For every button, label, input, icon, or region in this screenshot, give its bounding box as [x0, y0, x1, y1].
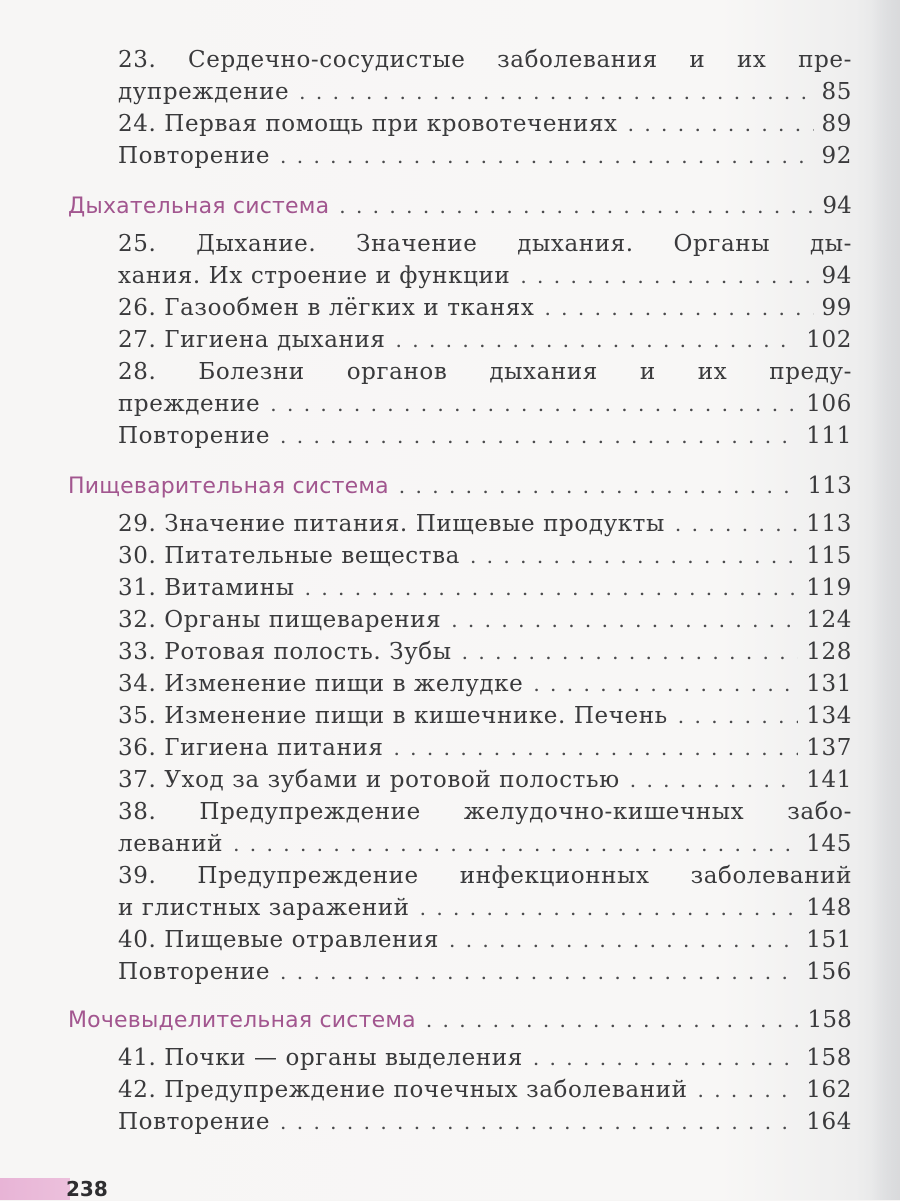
entry-title: 28. Болезни органов дыхания и их преду-	[118, 359, 852, 385]
toc-entry	[118, 1042, 852, 1074]
dot-leader	[628, 108, 814, 140]
entry-title: Повторение	[118, 1109, 271, 1135]
toc-entry	[118, 796, 852, 828]
toc-entry	[118, 572, 852, 604]
section-title: Пищеварительная система	[68, 474, 389, 499]
dot-leader	[420, 892, 799, 924]
entry-title: дупреждение	[118, 79, 290, 105]
toc-entry	[118, 636, 852, 668]
toc-entry	[118, 828, 852, 860]
toc-entry	[118, 420, 852, 452]
entry-title: 41. Почки — органы выделения	[118, 1045, 523, 1071]
entry-page-number: 162	[806, 1077, 852, 1103]
entry-page-number: 158	[806, 1045, 852, 1071]
entry-page-number: 92	[821, 143, 852, 169]
entry-page-number: 94	[822, 193, 852, 219]
entry-title: 27. Гигиена дыхания	[118, 327, 386, 353]
toc-entry	[118, 292, 852, 324]
toc-entry	[118, 924, 852, 956]
toc-entry	[118, 228, 852, 260]
dot-leader	[393, 732, 798, 764]
entry-page-number: 102	[806, 327, 852, 353]
dot-leader	[470, 540, 798, 572]
entry-title: Повторение	[118, 143, 271, 169]
entry-title: Повторение	[118, 959, 271, 985]
entry-title: 26. Газообмен в лёгких и тканях	[118, 295, 535, 321]
toc-entry	[118, 732, 852, 764]
toc-entry	[118, 508, 852, 540]
toc-entry	[118, 356, 852, 388]
entry-page-number: 145	[806, 831, 852, 857]
dot-leader	[426, 1004, 800, 1036]
entry-page-number: 119	[806, 575, 852, 601]
dot-leader	[399, 470, 800, 502]
entry-title: преждение	[118, 391, 261, 417]
section-title: Мочевыделительная система	[68, 1008, 416, 1033]
entry-title: 37. Уход за зубами и ротовой полостью	[118, 767, 620, 793]
toc-section-heading	[68, 1004, 852, 1036]
entry-title: 30. Питательные вещества	[118, 543, 460, 569]
entry-page-number: 158	[807, 1007, 852, 1033]
dot-leader	[544, 292, 813, 324]
dot-leader	[280, 140, 814, 172]
dot-leader	[520, 260, 813, 292]
entry-title: и глистных заражений	[118, 895, 410, 921]
entry-title: 32. Органы пищеварения	[118, 607, 442, 633]
dot-leader	[270, 388, 798, 420]
dot-leader	[305, 572, 799, 604]
entry-page-number: 113	[807, 473, 852, 499]
toc-entry	[118, 140, 852, 172]
entry-page-number: 124	[806, 607, 852, 633]
entry-page-number: 89	[821, 111, 852, 137]
entry-title: 33. Ротовая полость. Зубы	[118, 639, 452, 665]
dot-leader	[630, 764, 799, 796]
toc-entry	[118, 76, 852, 108]
toc-entry	[118, 604, 852, 636]
toc-entry	[118, 108, 852, 140]
entry-title: 42. Предупреждение почечных заболеваний	[118, 1077, 688, 1103]
dot-leader	[675, 508, 798, 540]
dot-leader	[396, 324, 799, 356]
entry-page-number: 94	[821, 263, 852, 289]
entry-page-number: 134	[806, 703, 852, 729]
entry-page-number: 164	[806, 1109, 852, 1135]
toc-section-heading	[68, 470, 852, 502]
toc-entry	[118, 860, 852, 892]
entry-page-number: 113	[806, 511, 852, 537]
toc-entry	[118, 1106, 852, 1138]
entry-page-number: 151	[806, 927, 852, 953]
dot-leader	[451, 604, 798, 636]
entry-page-number: 128	[806, 639, 852, 665]
dot-leader	[533, 668, 798, 700]
entry-title: Повторение	[118, 423, 271, 449]
dot-leader	[280, 420, 798, 452]
dot-leader	[533, 1042, 798, 1074]
entry-page-number: 99	[821, 295, 852, 321]
entry-title: 34. Изменение пищи в желудке	[118, 671, 524, 697]
entry-title: 35. Изменение пищи в кишечнике. Печень	[118, 703, 668, 729]
entry-title: 39. Предупреждение инфекционных заболеваний	[118, 863, 852, 889]
toc-entry	[118, 956, 852, 988]
entry-page-number: 115	[806, 543, 852, 569]
entry-page-number: 106	[806, 391, 852, 417]
entry-title: 23. Сердечно-сосудистые заболевания и их пре-	[118, 47, 852, 73]
toc-entry	[118, 668, 852, 700]
toc-entry	[118, 700, 852, 732]
entry-title: хания. Их строение и функции	[118, 263, 511, 289]
toc-entry	[118, 324, 852, 356]
entry-page-number: 131	[806, 671, 852, 697]
entry-title: 31. Витамины	[118, 575, 295, 601]
entry-page-number: 141	[806, 767, 852, 793]
toc-entry	[118, 388, 852, 420]
dot-leader	[449, 924, 798, 956]
dot-leader	[339, 190, 814, 222]
page-number: 238	[66, 1177, 108, 1201]
entry-title: 36. Гигиена питания	[118, 735, 384, 761]
entry-page-number: 137	[806, 735, 852, 761]
entry-title: 24. Первая помощь при кровотечениях	[118, 111, 618, 137]
entry-title: 38. Предупреждение желудочно-кишечных забо-	[118, 799, 852, 825]
toc-entry	[118, 892, 852, 924]
footer-color-tab	[0, 1178, 70, 1200]
toc-entry	[118, 764, 852, 796]
entry-page-number: 156	[806, 959, 852, 985]
entry-title: 25. Дыхание. Значение дыхания. Органы ды-	[118, 231, 852, 257]
entry-title: 29. Значение питания. Пищевые продукты	[118, 511, 665, 537]
entry-title: леваний	[118, 831, 224, 857]
dot-leader	[698, 1074, 799, 1106]
dot-leader	[678, 700, 799, 732]
dot-leader	[462, 636, 799, 668]
toc-entry	[118, 44, 852, 76]
entry-page-number: 148	[806, 895, 852, 921]
toc-section-heading	[68, 190, 852, 222]
toc-entry	[118, 540, 852, 572]
toc-entry	[118, 1074, 852, 1106]
dot-leader	[299, 76, 813, 108]
toc-entry	[118, 260, 852, 292]
page-edge-shadow	[872, 0, 900, 1200]
dot-leader	[233, 828, 798, 860]
entry-page-number: 111	[806, 423, 852, 449]
dot-leader	[280, 1106, 798, 1138]
entry-page-number: 85	[821, 79, 852, 105]
dot-leader	[280, 956, 798, 988]
section-title: Дыхательная система	[68, 194, 330, 219]
entry-title: 40. Пищевые отравления	[118, 927, 439, 953]
